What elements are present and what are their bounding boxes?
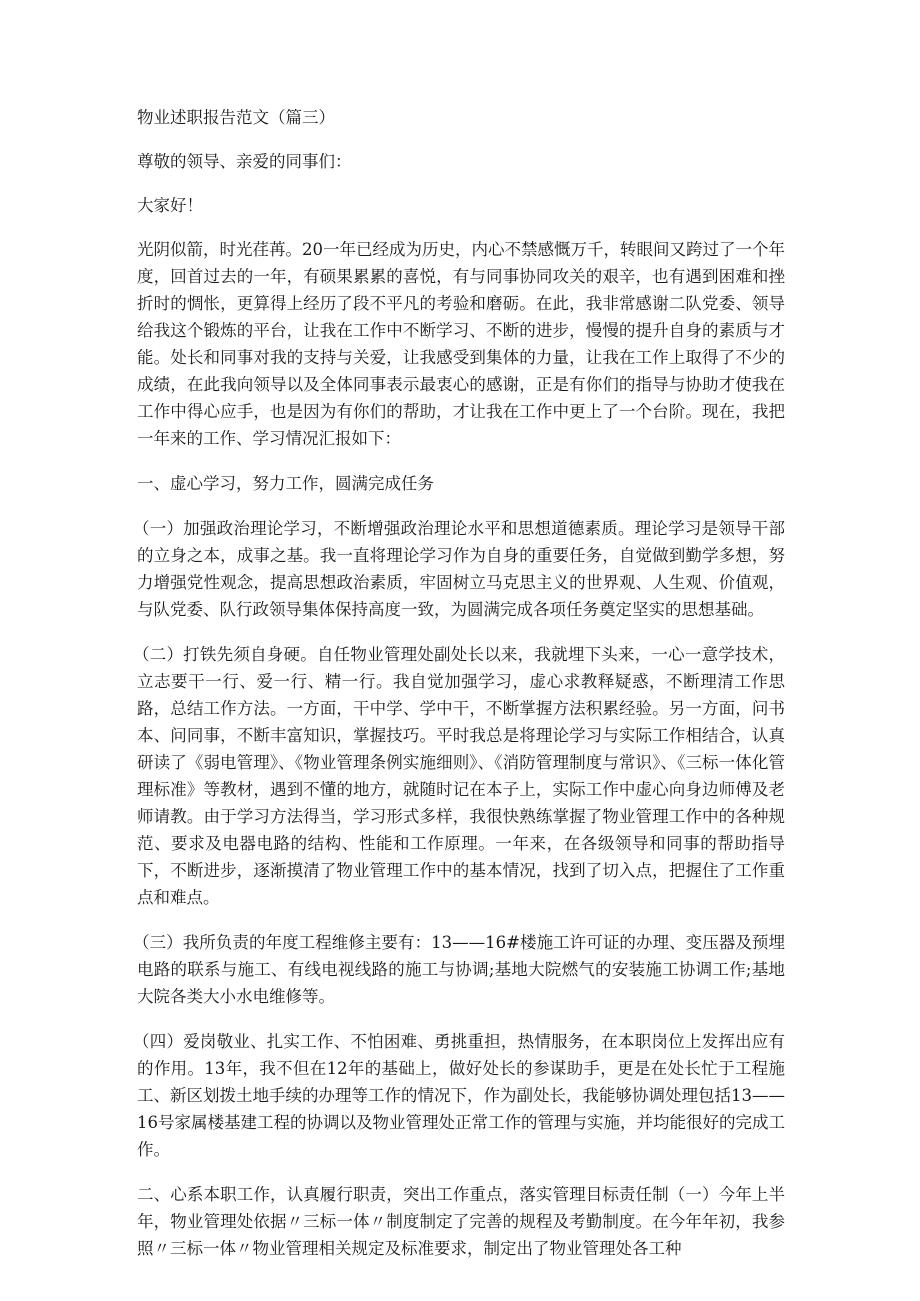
document-page	[133, 104, 785, 1280]
section-heading-2-paragraph: 二、心系本职工作，认真履行职责，突出工作重点，落实管理目标责任制（一）今年上半年，物业管理处依据〃三标一体〃制度制定了完善的规程及考勤制度。在今年年初，我参照〃三标一体〃物业管理相关规定及标准要求，制定出了物业管理处各工种	[137, 1185, 785, 1258]
greeting-line: 尊敬的领导、亲爱的同事们：	[137, 152, 352, 171]
document-title: 物业述职报告范文（篇三）	[137, 108, 335, 127]
section-heading-1: 一、虚心学习，努力工作，圆满完成任务	[137, 474, 434, 493]
paragraph-item-1: （一）加强政治理论学习，不断增强政治理论水平和思想道德素质。理论学习是领导干部的立身之本，成事之基。我一直将理论学习作为自身的重要任务，自觉做到勤学多想，努力增强党性观念，提高思想政治素质，牢固树立马克思主义的世界观、人生观、价值观，与队党委、队行政领导集体保持高度一致，为圆满完成各项任务奠定坚实的思想基础。	[133, 519, 785, 619]
paragraph-item-4: （四）爱岗敬业、扎实工作、不怕困难、勇挑重担，热情服务，在本职岗位上发挥出应有的作用。13年，我不但在12年的基础上，做好处长的参谋助手，更是在处长忙于工程施工、新区划拨土地手续的办理等工作的情况下，作为副处长，我能够协调处理包括13——16号家属楼基建工程的协调以及物业管理处正常工作的管理与实施，并均能很好的完成工作。	[133, 1032, 785, 1159]
paragraph-item-3: （三）我所负责的年度工程维修主要有：13——16#楼施工许可证的办理、变压器及预埋电路的联系与施工、有线电视线路的施工与协调;基地大院燃气的安装施工协调工作;基地大院各类大小水电维修等。	[133, 933, 785, 1006]
paragraph-intro: 光阴似箭，时光荏苒。20一年已经成为历史，内心不禁感慨万千，转眼间又跨过了一个年度，回首过去的一年，有硕果累累的喜悦，有与同事协同攻关的艰辛，也有遇到困难和挫折时的惆怅，更算得上经历了段不平凡的考验和磨砺。在此，我非常感谢二队党委、领导给我这个锻炼的平台，让我在工作中不断学习、不断的进步，慢慢的提升自身的素质与才能。处长和同事对我的支持与关爱，让我感受到集体的力量，让我在工作上取得了不少的成绩，在此我向领导以及全体同事表示最衷心的感谢，正是有你们的指导与协助才使我在工作中得心应手，也是因为有你们的帮助，才让我在工作中更上了一个台阶。现在，我把一年来的工作、学习情况汇报如下：	[137, 240, 785, 448]
paragraph-item-2: （二）打铁先须自身硬。自任物业管理处副处长以来，我就埋下头来，一心一意学技术，立志要干一行、爱一行、精一行。我自觉加强学习，虚心求教释疑惑，不断理清工作思路，总结工作方法。一方面，干中学、学中干，不断掌握方法积累经验。另一方面，问书本、问同事，不断丰富知识，掌握技巧。平时我总是将理论学习与实际工作相结合，认真研读了《弱电管理》、《物业管理条例实施细则》、《消防管理制度与常识》、《三标一体化管理标准》等教材，遇到不懂的地方，就随时记在本子上，实际工作中虚心向身边师傅及老师请教。由于学习方法得当，学习形式多样，我很快熟练掌握了物业管理工作中的各种规范、要求及电器电路的结构、性能和工作原理。一年来，在各级领导和同事的帮助指导下，不断进步，逐渐摸清了物业管理工作中的基本情况，找到了切入点，把握住了工作重点和难点。	[133, 645, 785, 907]
hello-line: 大家好！	[137, 196, 203, 215]
